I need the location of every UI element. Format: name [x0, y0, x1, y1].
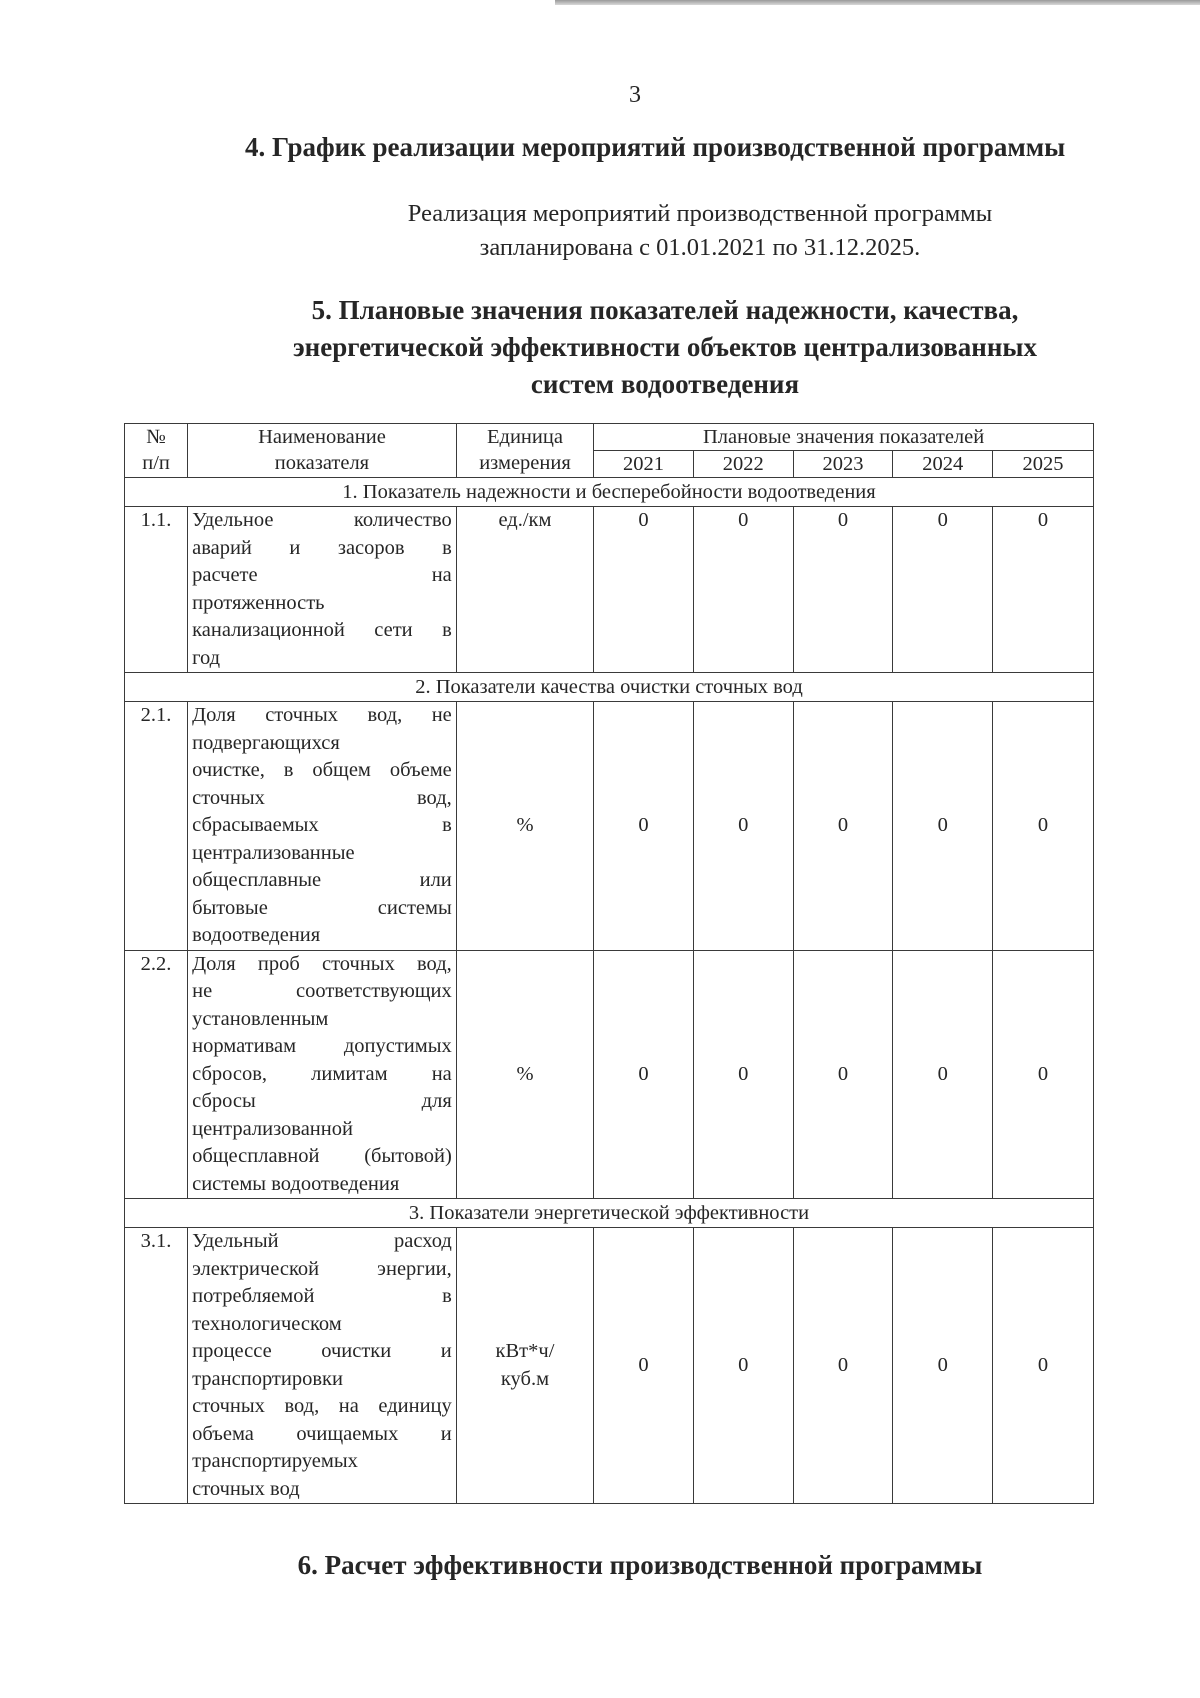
header-name [188, 424, 457, 478]
header-unit-line-2: измерения [479, 452, 571, 474]
row-name-line: сбросов, лимитам на [192, 1062, 452, 1085]
section-5-title [230, 292, 1100, 403]
row-unit [456, 1228, 593, 1504]
row-name-line: объема очищаемых и [192, 1422, 452, 1445]
header-name-line-1: Наименование [258, 426, 386, 448]
row-unit: % [456, 950, 593, 1199]
row-value-2023: 0 [793, 507, 893, 673]
row-name-line: транспортировки [192, 1367, 343, 1390]
row-name-line: потребляемой в [192, 1285, 452, 1307]
row-value-2022: 0 [693, 950, 793, 1199]
row-name-line: сточных вод, на единицу [192, 1395, 452, 1417]
header-unit-line-1: Единица [487, 426, 563, 448]
header-name-line-2: показателя [274, 452, 370, 474]
row-name [188, 1228, 457, 1504]
row-unit-line-1: кВт*ч/ [495, 1340, 555, 1362]
row-name-line: системы водоотведения [192, 1172, 400, 1195]
table-row [125, 950, 1094, 1199]
row-name-line: протяженность [192, 591, 325, 614]
row-num: 2.1. [125, 702, 188, 951]
header-year: 2024 [893, 451, 993, 478]
row-name-line: канализационной сети в [192, 619, 452, 641]
row-value-2021: 0 [594, 507, 694, 673]
page-number: 3 [629, 82, 641, 108]
row-num: 2.2. [125, 950, 188, 1199]
indicators-table [124, 423, 1094, 1504]
row-value-2025: 0 [993, 1228, 1094, 1504]
row-value-2025: 0 [993, 950, 1094, 1199]
row-name-line: аварий и засоров в [192, 536, 452, 559]
section-6-title: 6. Расчет эффективности производственной программы [297, 1550, 983, 1580]
row-unit-line-2: куб.м [500, 1367, 550, 1390]
header-num-line-1: № [146, 426, 166, 448]
row-value-2022: 0 [693, 702, 793, 951]
row-name-line: подвергающихся [192, 731, 340, 754]
row-unit: ед./км [456, 507, 593, 673]
row-value-2023: 0 [793, 702, 893, 951]
row-num: 3.1. [125, 1228, 188, 1504]
row-name-line: централизованные [192, 841, 355, 864]
row-value-2021: 0 [594, 950, 694, 1199]
row-value-2025: 0 [993, 702, 1094, 951]
row-name-line: бытовые системы [192, 896, 452, 919]
row-value-2021: 0 [594, 702, 694, 951]
header-num [125, 424, 188, 478]
header-num-line-2: п/п [142, 452, 170, 474]
group-title: 2. Показатели качества очистки сточных вод [125, 673, 1094, 702]
header-planned: Плановые значения показателей [594, 424, 1094, 451]
section-5-title-line-3: систем водоотведения [530, 369, 800, 399]
row-name-line: очистке, в общем объеме [192, 759, 452, 781]
row-name-line: технологическом [192, 1312, 342, 1335]
row-value-2024: 0 [893, 507, 993, 673]
table-row [125, 702, 1094, 951]
row-name-line: нормативам допустимых [192, 1035, 452, 1057]
row-name-line: Удельный расход [192, 1230, 452, 1252]
scan-edge [555, 0, 1200, 5]
row-name-line: сбрасываемых в [192, 814, 452, 836]
row-value-2024: 0 [893, 702, 993, 951]
row-name-line: расчете на [192, 564, 452, 586]
row-name-line: общесплавной (бытовой) [192, 1145, 452, 1167]
row-num: 1.1. [125, 507, 188, 673]
row-value-2025: 0 [993, 507, 1094, 673]
section-4-title: 4. График реализации мероприятий производственной программы [245, 132, 1066, 162]
row-name-line: процессе очистки и [192, 1340, 452, 1362]
row-name-line: год [192, 646, 221, 669]
row-name-line: сточных вод [192, 1477, 300, 1500]
row-value-2024: 0 [893, 950, 993, 1199]
group-title: 1. Показатель надежности и бесперебойности водоотведения [125, 478, 1094, 507]
row-value-2021: 0 [594, 1228, 694, 1504]
header-year: 2021 [594, 451, 694, 478]
row-name-line: сбросы для [192, 1090, 452, 1112]
section-4-text-line-1: Реализация мероприятий производственной программы [407, 200, 993, 227]
header-year: 2025 [993, 451, 1094, 478]
section-5-title-line-1: 5. Плановые значения показателей надежности, качества, [311, 295, 1019, 325]
row-name-line: Доля проб сточных вод, [192, 952, 452, 975]
header-year: 2023 [793, 451, 893, 478]
row-name-line: общесплавные или [192, 869, 452, 891]
row-name-line: установленным [192, 1007, 329, 1030]
table-row [125, 1228, 1094, 1504]
row-name-line: Удельное количество [192, 509, 452, 531]
row-value-2023: 0 [793, 1228, 893, 1504]
row-name-line: водоотведения [192, 924, 321, 946]
row-value-2022: 0 [693, 507, 793, 673]
row-name [188, 702, 457, 951]
section-5-title-line-2: энергетической эффективности объектов централизованных [292, 332, 1037, 362]
header-year: 2022 [693, 451, 793, 478]
row-value-2024: 0 [893, 1228, 993, 1504]
section-4-text [300, 197, 1100, 265]
header-unit [456, 424, 593, 478]
row-name-line: сточных вод, [192, 786, 452, 809]
row-name-line: Доля сточных вод, не [192, 704, 452, 726]
row-unit: % [456, 702, 593, 951]
row-name-line: электрической энергии, [192, 1257, 452, 1280]
row-name [188, 950, 457, 1199]
section-4-text-line-2: запланирована с 01.01.2021 по 31.12.2025. [479, 234, 921, 261]
row-name [188, 507, 457, 673]
group-title: 3. Показатели энергетической эффективности [125, 1199, 1094, 1228]
row-value-2023: 0 [793, 950, 893, 1199]
row-name-line: транспортируемых [192, 1450, 358, 1472]
table-row [125, 507, 1094, 673]
row-name-line: не соответствующих [192, 980, 452, 1002]
row-value-2022: 0 [693, 1228, 793, 1504]
row-name-line: централизованной [192, 1117, 353, 1140]
